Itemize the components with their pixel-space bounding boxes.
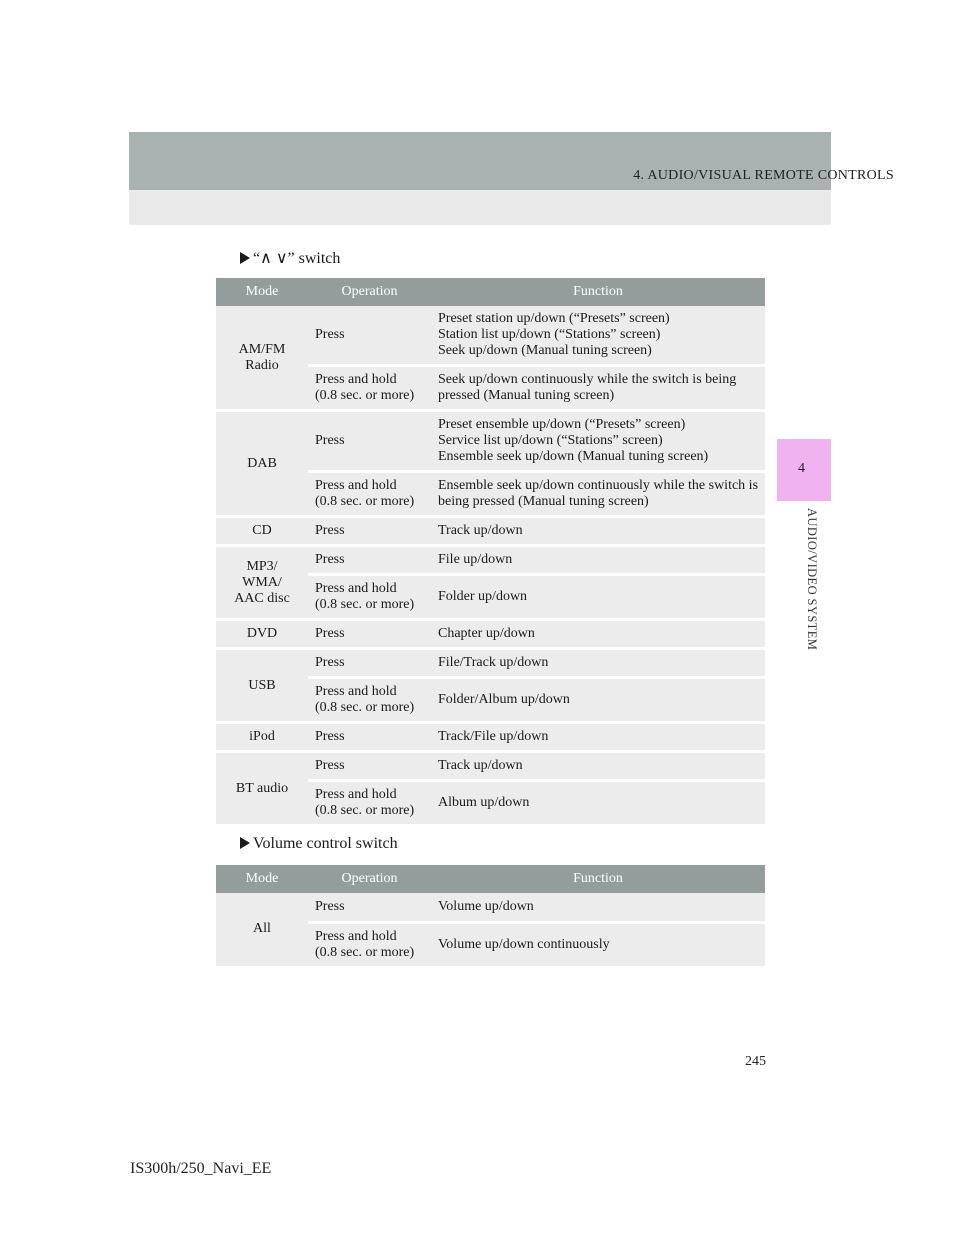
operation-cell: Press <box>308 411 431 472</box>
triangle-bullet-icon <box>240 252 250 264</box>
table-row <box>216 723 765 752</box>
table-row <box>216 893 765 922</box>
function-cell: Folder up/down <box>431 575 765 620</box>
operation-cell: Press <box>308 723 431 752</box>
operation-cell: Press <box>308 649 431 678</box>
page-number: 245 <box>745 1054 766 1069</box>
mode-cell: DAB <box>216 411 308 517</box>
mode-cell: DVD <box>216 620 308 649</box>
mode-cell: USB <box>216 649 308 723</box>
column-header-operation: Operation <box>308 865 431 893</box>
operation-cell: Press <box>308 620 431 649</box>
operation-cell: Press <box>308 306 431 366</box>
section-heading-text: “∧ ∨” switch <box>253 250 341 267</box>
function-cell: File/Track up/down <box>431 649 765 678</box>
operation-cell: Press <box>308 893 431 922</box>
function-cell: Track up/down <box>431 517 765 546</box>
function-cell: Preset station up/down (“Presets” screen) Station list up/down (“Stations” screen) Seek up/down (Manual tuning screen) <box>431 306 765 366</box>
operation-cell: Press and hold (0.8 sec. or more) <box>308 678 431 723</box>
table-header-row <box>216 278 765 306</box>
function-cell: Volume up/down <box>431 893 765 922</box>
table-header-row <box>216 865 765 893</box>
operation-cell: Press <box>308 752 431 781</box>
operation-cell: Press and hold (0.8 sec. or more) <box>308 781 431 826</box>
section-heading-text: Volume control switch <box>253 835 398 852</box>
column-header-function: Function <box>431 865 765 893</box>
document-code: IS300h/250_Navi_EE <box>130 1160 272 1177</box>
table-row <box>216 649 765 678</box>
table-row <box>216 306 765 366</box>
table-row <box>216 517 765 546</box>
switch-function-table <box>216 278 765 827</box>
table-row <box>216 620 765 649</box>
table-row <box>216 546 765 575</box>
function-cell: File up/down <box>431 546 765 575</box>
chapter-tab-number: 4 <box>798 461 805 476</box>
header-strip <box>129 190 831 225</box>
section-heading-volume <box>240 835 398 853</box>
mode-cell: iPod <box>216 723 308 752</box>
table-row <box>216 411 765 472</box>
column-header-mode: Mode <box>216 865 308 893</box>
function-cell: Chapter up/down <box>431 620 765 649</box>
operation-cell: Press and hold (0.8 sec. or more) <box>308 922 431 967</box>
function-cell: Preset ensemble up/down (“Presets” screen) Service list up/down (“Stations” screen) Ensemble seek up/down (Manual tuning screen) <box>431 411 765 472</box>
triangle-bullet-icon <box>240 837 250 849</box>
column-header-mode: Mode <box>216 278 308 306</box>
function-cell: Track up/down <box>431 752 765 781</box>
operation-cell: Press and hold (0.8 sec. or more) <box>308 472 431 517</box>
chapter-side-label: AUDIO/VIDEO SYSTEM <box>805 508 819 651</box>
operation-cell: Press <box>308 517 431 546</box>
mode-cell: BT audio <box>216 752 308 826</box>
function-cell: Folder/Album up/down <box>431 678 765 723</box>
function-cell: Volume up/down continuously <box>431 922 765 967</box>
volume-function-table <box>216 865 765 969</box>
operation-cell: Press <box>308 546 431 575</box>
table-row <box>216 752 765 781</box>
operation-cell: Press and hold (0.8 sec. or more) <box>308 366 431 411</box>
chapter-title: 4. AUDIO/VISUAL REMOTE CONTROLS <box>633 168 894 183</box>
function-cell: Album up/down <box>431 781 765 826</box>
section-heading-switch <box>240 248 340 268</box>
function-cell: Seek up/down continuously while the switch is being pressed (Manual tuning screen) <box>431 366 765 411</box>
column-header-operation: Operation <box>308 278 431 306</box>
mode-cell: AM/FM Radio <box>216 306 308 411</box>
operation-cell: Press and hold (0.8 sec. or more) <box>308 575 431 620</box>
function-cell: Ensemble seek up/down continuously while the switch is being pressed (Manual tuning screen) <box>431 472 765 517</box>
mode-cell: All <box>216 893 308 967</box>
mode-cell: MP3/ WMA/ AAC disc <box>216 546 308 620</box>
function-cell: Track/File up/down <box>431 723 765 752</box>
mode-cell: CD <box>216 517 308 546</box>
column-header-function: Function <box>431 278 765 306</box>
